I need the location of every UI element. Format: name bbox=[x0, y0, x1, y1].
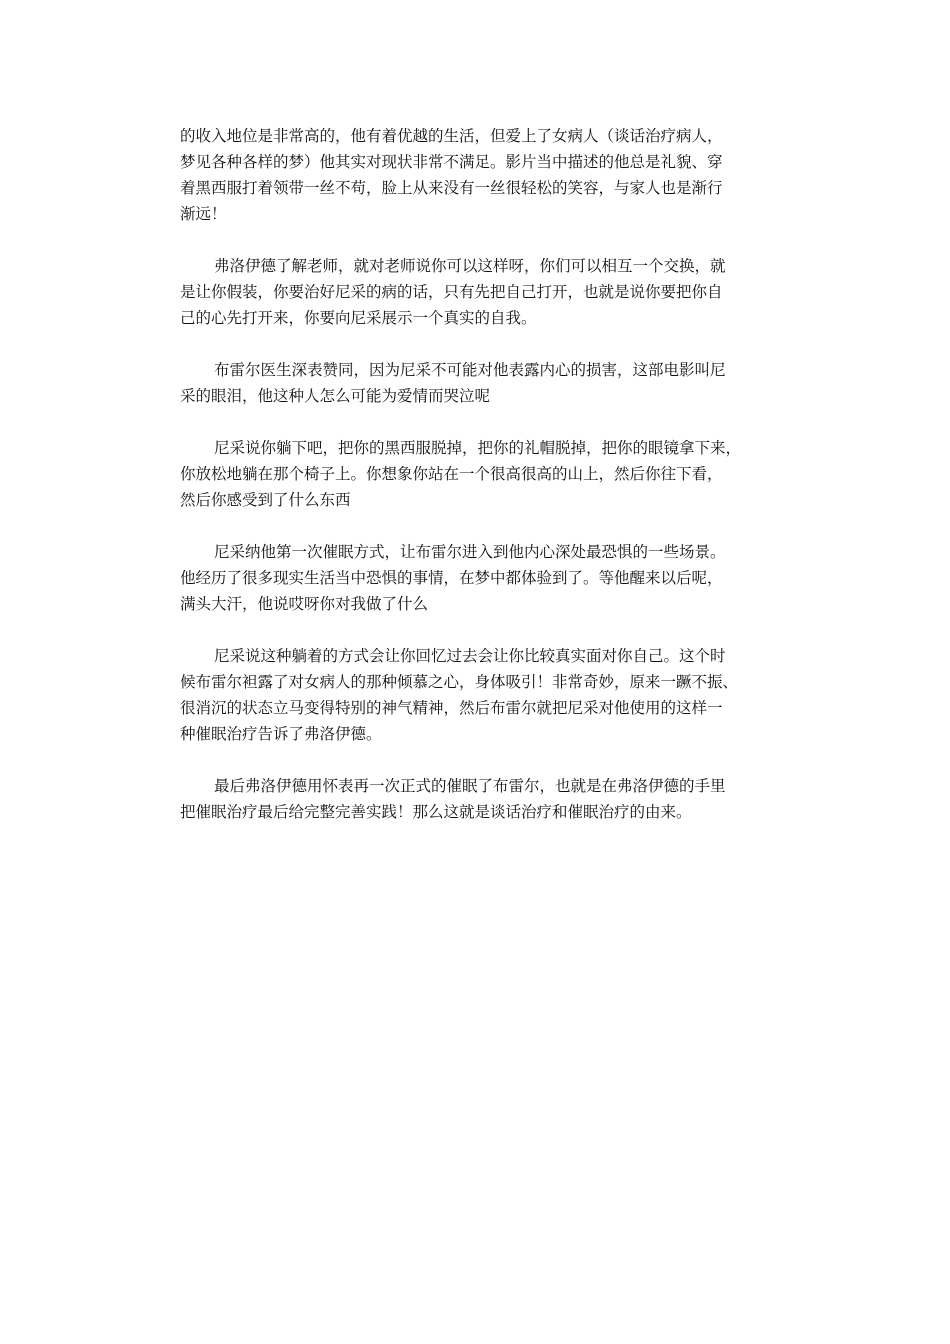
text-line-content: 尼采说这种躺着的方式会让你回忆过去会让你比较真实面对你自己。这个时 bbox=[214, 647, 726, 665]
text-line: 渐远！ bbox=[180, 205, 227, 223]
paragraph bbox=[180, 539, 780, 617]
paragraph bbox=[180, 773, 780, 825]
text-line: 把催眠治疗最后给完整完善实践！那么这就是谈话治疗和催眠治疗的由来。 bbox=[180, 803, 692, 821]
text-line-content: 最后弗洛伊德用怀表再一次正式的催眠了布雷尔，也就是在弗洛伊德的手里 bbox=[214, 777, 726, 795]
text-line: 然后你感受到了什么东西 bbox=[180, 491, 351, 509]
text-line-content: 弗洛伊德了解老师，就对老师说你可以这样呀，你们可以相互一个交换，就 bbox=[214, 257, 726, 275]
paragraph bbox=[180, 643, 780, 747]
text-line bbox=[180, 643, 780, 669]
paragraph bbox=[180, 435, 780, 513]
paragraph bbox=[180, 123, 780, 227]
text-line: 梦见各种各样的梦）他其实对现状非常不满足。影片当中描述的他总是礼貌、穿 bbox=[180, 153, 723, 171]
text-line: 是让你假装，你要治好尼采的病的话，只有先把自己打开，也就是说你要把你自 bbox=[180, 283, 723, 301]
text-line: 采的眼泪，他这种人怎么可能为爱情而哭泣呢 bbox=[180, 387, 491, 405]
text-line-content: 尼采说你躺下吧，把你的黑西服脱掉，把你的礼帽脱掉，把你的眼镜拿下来， bbox=[214, 439, 742, 457]
text-line bbox=[180, 253, 780, 279]
text-line-content: 尼采纳他第一次催眠方式，让布雷尔进入到他内心深处最恐惧的一些场景。 bbox=[214, 543, 726, 561]
text-line bbox=[180, 357, 780, 383]
text-line: 着黑西服打着领带一丝不苟，脸上从来没有一丝很轻松的笑容，与家人也是渐行 bbox=[180, 179, 723, 197]
text-line: 的收入地位是非常高的，他有着优越的生活，但爱上了女病人（谈话治疗病人， bbox=[180, 127, 723, 145]
text-line: 满头大汗，他说哎呀你对我做了什么 bbox=[180, 595, 429, 613]
document-body bbox=[180, 123, 780, 851]
paragraph bbox=[180, 253, 780, 331]
paragraph bbox=[180, 357, 780, 409]
text-line bbox=[180, 773, 780, 799]
text-line-content: 布雷尔医生深表赞同，因为尼采不可能对他表露内心的损害，这部电影叫尼 bbox=[214, 361, 726, 379]
text-line: 你放松地躺在那个椅子上。你想象你站在一个很高很高的山上，然后你往下看， bbox=[180, 465, 723, 483]
text-line bbox=[180, 539, 780, 565]
text-line: 己的心先打开来，你要向尼采展示一个真实的自我。 bbox=[180, 309, 537, 327]
text-line: 候布雷尔袒露了对女病人的那种倾慕之心，身体吸引！非常奇妙，原来一蹶不振、 bbox=[180, 673, 739, 691]
text-line bbox=[180, 435, 780, 461]
text-line: 种催眠治疗告诉了弗洛伊德。 bbox=[180, 725, 382, 743]
text-line: 很消沉的状态立马变得特别的神气精神，然后布雷尔就把尼采对他使用的这样一 bbox=[180, 699, 723, 717]
text-line: 他经历了很多现实生活当中恐惧的事情，在梦中都体验到了。等他醒来以后呢， bbox=[180, 569, 723, 587]
